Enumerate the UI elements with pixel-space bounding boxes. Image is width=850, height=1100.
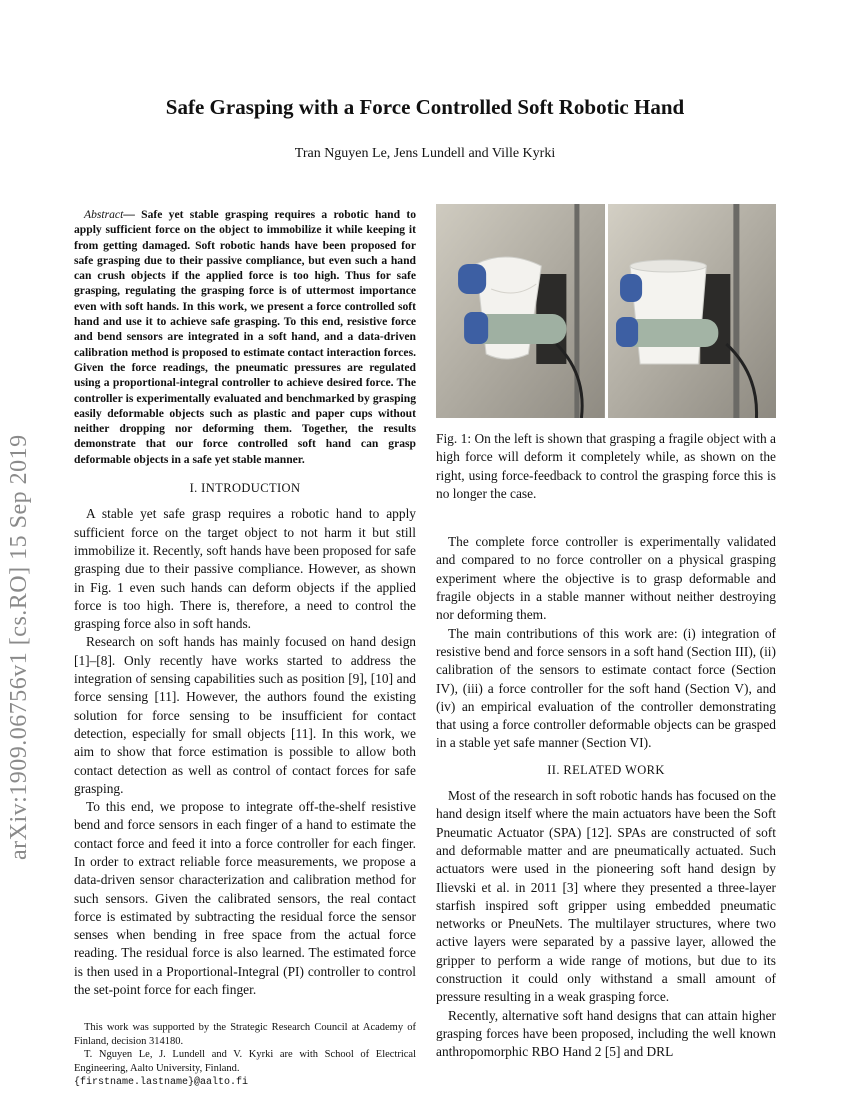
- section-heading-related-work: II. RELATED WORK: [547, 762, 665, 777]
- right-column: [436, 430, 776, 1062]
- intro-paragraph-3: To this end, we propose to integrate off-the-shelf resistive bend and force sensors in each finger of a hand to estimate the contact force and feed it into a force controller for each finger. In order to extract reliable force measurements, we propose a data-driven sensor characterization and calibration method for such sensors. Given the calibrated sensors, the real contact force is estimated by subtracting the residual force the sensor senses when bending in free space from the actual force reading. The residual force is also learned. The estimated force is then used in a Proportional-Integral (PI) controller to control the set-point force for each finger.: [74, 799, 416, 998]
- abstract: [74, 207, 416, 467]
- right-paragraph-2: The main contributions of this work are: (i) integration of resistive bend and force sensors in a soft hand (Section III), (ii) calibration of the sensors to estimate contact force (Section IV), (iii) a force controller for the soft hand (Section V), and (iv) an empirical evaluation of the controller demonstrating that using a force controller deformable objects can be grasped in a stable yet safe manner (Section VI).: [436, 625, 776, 751]
- left-column: [74, 207, 416, 1089]
- footnote-email: {firstname.lastname}@aalto.fi: [74, 1076, 249, 1088]
- related-paragraph-1: Most of the research in soft robotic hands has focused on the hand design itself where the main actuators have been the Soft Pneumatic Actuator (SPA) [12]. SPAs are constructed of soft and deformable matter and are pneumatically actuated. Such actuators were used in the pioneering soft hand design by Ilievski et al. in 2011 [3] where they presented a three-layer starfish inspired soft gripper using embedded pneumatic networks or PneuNets. The multilayer structures, where two active layers were separated by a passive layer, allowed the gripper to perform a wide range of motions, but due to its construction it could only withstand a small amount of pressure resulting in a weak grasping force.: [436, 788, 776, 1005]
- paper-authors: Tran Nguyen Le, Jens Lundell and Ville Kyrki: [294, 146, 556, 161]
- abstract-text: — Safe yet stable grasping requires a robotic hand to apply sufficient force on the object to immobilize it while keeping it from getting damaged. Soft robotic hands have been proposed for safe grasping due to their passive compliance, but even such a hand can crush objects if the applied force is too high. Thus for safe grasping, regulating the grasping force is of uttermost importance even with soft hands. In this work, we present a force controlled soft hand and use it to achieve safe grasping. To this end, resistive force and bend sensors are integrated in a soft hand, and a data-driven calibration method is proposed to estimate contact interaction forces. Given the force readings, the pneumatic pressures are regulated using a proportional-integral controller to achieve desired force. The controller is experimentally evaluated and benchmarked by grasping easily deformable objects such as plastic and paper cups without neither dropping nor deforming them. Together, the results demonstrate that our force controlled soft hand can grasp deformable objects in a safe yet stable manner.: [74, 208, 416, 466]
- footnote-affiliation: T. Nguyen Le, J. Lundell and V. Kyrki are with School of Electrical Engineering, Aalto University, Finland.: [74, 1049, 416, 1074]
- figure-1: [436, 204, 776, 418]
- arxiv-stamp: arXiv:1909.06756v1 [cs.RO] 15 Sep 2019: [6, 434, 32, 860]
- paper-title: Safe Grasping with a Force Controlled Soft Robotic Hand: [165, 95, 685, 119]
- grasp-controlled-photo: [608, 204, 777, 418]
- figure-1-caption: Fig. 1: On the left is shown that grasping a fragile object with a high force will deform it completely while, as shown on the right, using force-feedback to control the grasping force this is no longer the case.: [436, 431, 776, 501]
- footnotes: [74, 1021, 416, 1089]
- figure-panel-left: [436, 204, 605, 418]
- grasp-deformed-photo: [436, 204, 605, 418]
- intro-paragraph-2: Research on soft hands has mainly focused on hand design [1]–[8]. Only recently have works started to address the integration of sensing capabilities such as position [9], [10] and force sensing [11]. However, the authors found the existing solution for force sensing to be insufficient for contact detection, especially for small objects [11]. In this work, we aim to show that force estimation is possible to allow both contact detection as well as control of contact forces for safe grasping.: [74, 634, 416, 796]
- footnote-funding: This work was supported by the Strategic Research Council at Academy of Finland, decision 314180.: [74, 1022, 416, 1047]
- section-heading-introduction: I. INTRODUCTION: [189, 481, 301, 496]
- intro-paragraph-1: A stable yet safe grasp requires a robotic hand to apply sufficient force on the target object to not harm it but still immobilize it. Recently, soft hands have been proposed for safe grasping due to their passive compliance. However, as shown in Fig. 1 even such hands can deform objects if the applied force is too high. There is, therefore, a need to control the grasping force also in soft hands.: [74, 506, 416, 632]
- related-paragraph-2: Recently, alternative soft hand designs that can attain higher grasping forces have been proposed, including the well known anthropomorphic RBO Hand 2 [5] and DRL: [436, 1007, 776, 1060]
- right-paragraph-1: The complete force controller is experimentally validated and compared to no force controller on a physical grasping experiment where the objective is to grasp deformable and fragile objects in a stable manner without neither destroying nor deforming them.: [436, 534, 776, 623]
- abstract-lead: Abstract: [84, 208, 124, 221]
- figure-panel-right: [608, 204, 777, 418]
